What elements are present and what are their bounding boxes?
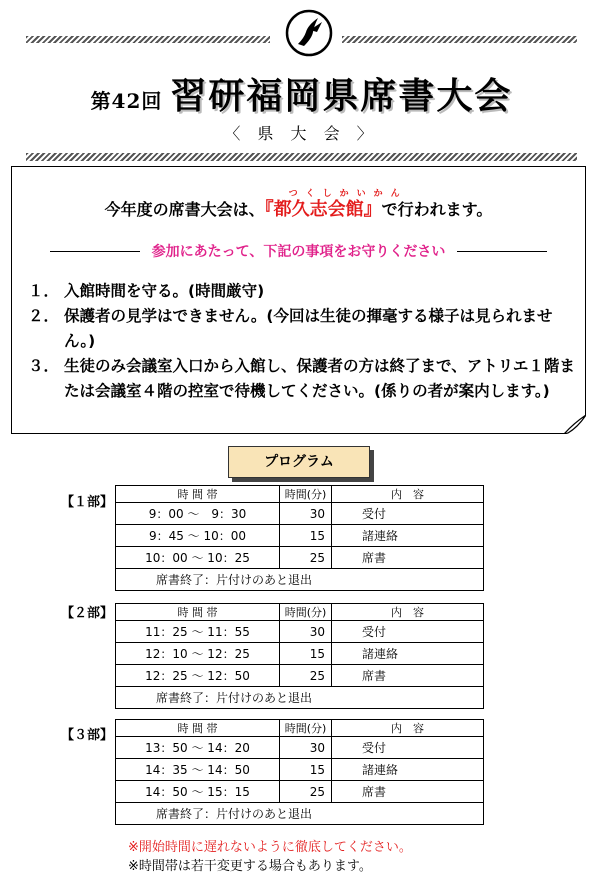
header-content: 内 容 [332, 486, 484, 503]
cell-content: 受付 [332, 621, 484, 643]
page-subtitle: 〈 県 大 会 〉 [224, 124, 379, 143]
table-row [116, 737, 484, 759]
notice-divider-right [457, 251, 547, 252]
cell-minutes: 15 [280, 643, 332, 665]
table-row-end [116, 569, 484, 591]
rule-text: 保護者の見学はできません。(今回は生徒の揮毫する様子は見られません。) [64, 307, 553, 350]
venue-after: で行われます。 [381, 200, 493, 219]
cell-minutes: 25 [280, 781, 332, 803]
footer-note: ※時間帯は若干変更する場合もあります。 [128, 859, 372, 874]
cell-content: 諸連絡 [332, 759, 484, 781]
header-time: 時 間 帯 [116, 486, 280, 503]
cell-minutes: 30 [280, 621, 332, 643]
table-row [116, 759, 484, 781]
cell-time: 12：10 ～ 12：25 [116, 643, 280, 665]
table-row [116, 525, 484, 547]
cell-minutes: 25 [280, 665, 332, 687]
cell-minutes: 15 [280, 759, 332, 781]
venue-name-wrap [264, 189, 408, 220]
cell-time: 11：25 ～ 11：55 [116, 621, 280, 643]
cell-time: 14：35 ～ 14：50 [116, 759, 280, 781]
venue-line [12, 189, 585, 221]
info-box [11, 166, 586, 434]
cell-end-note: 席書終了：片付けのあと退出 [116, 569, 484, 591]
table-header-row [116, 720, 484, 737]
rule-text: 入館時間を守る。(時間厳守) [64, 282, 265, 300]
program-heading: プログラム [228, 446, 370, 478]
schedule-table-part-3 [115, 719, 484, 825]
notice-text: 参加にあたって、下記の事項をお守りください [151, 244, 446, 260]
cell-minutes: 15 [280, 525, 332, 547]
header-minutes: 時間(分) [280, 720, 332, 737]
rule-text: 生徒のみ会議室入口から入館し、保護者の方は終了まで、アトリエ１階または会議室４階の控室で待機してください。(係りの者が案内します。) [64, 357, 575, 400]
part-2-label: 【２部】 [61, 606, 114, 621]
page-title [0, 68, 603, 119]
header-minutes: 時間(分) [280, 486, 332, 503]
title-prefix: 第42回 [90, 89, 163, 113]
cell-time: 13：50 ～ 14：20 [116, 737, 280, 759]
cell-content: 諸連絡 [332, 643, 484, 665]
cell-end-note: 席書終了：片付けのあと退出 [116, 687, 484, 709]
cell-end-note: 席書終了：片付けのあと退出 [116, 803, 484, 825]
venue-ruby: つくしかいかん [288, 189, 408, 199]
cell-content: 席書 [332, 547, 484, 569]
cell-content: 受付 [332, 503, 484, 525]
cell-time: 9：45 ～ 10：00 [116, 525, 280, 547]
page-curl-icon [564, 415, 586, 434]
header-content: 内 容 [332, 604, 484, 621]
table-row-end [116, 803, 484, 825]
schedule-table-part-1 [115, 485, 484, 591]
cell-content: 受付 [332, 737, 484, 759]
cell-minutes: 30 [280, 503, 332, 525]
part-3-label: 【３部】 [61, 728, 114, 743]
rule-item [28, 279, 576, 304]
table-row [116, 665, 484, 687]
cell-content: 席書 [332, 665, 484, 687]
rule-item [28, 304, 576, 354]
header-content: 内 容 [332, 720, 484, 737]
table-row [116, 503, 484, 525]
header-rule-top-right [342, 36, 577, 43]
table-row-end [116, 687, 484, 709]
cell-minutes: 25 [280, 547, 332, 569]
table-row [116, 643, 484, 665]
table-header-row [116, 604, 484, 621]
venue-before: 今年度の席書大会は、 [104, 200, 265, 219]
notice-line [50, 241, 547, 261]
venue-name: 『都久志会館』 [264, 199, 382, 220]
cell-time: 12：25 ～ 12：50 [116, 665, 280, 687]
header-minutes: 時間(分) [280, 604, 332, 621]
cell-time: 10：00 ～ 10：25 [116, 547, 280, 569]
rule-number: １． [28, 282, 60, 300]
part-1-label: 【１部】 [61, 495, 114, 510]
cell-content: 諸連絡 [332, 525, 484, 547]
rule-number: ３． [28, 357, 60, 375]
rules-list [28, 279, 576, 404]
table-row [116, 547, 484, 569]
cell-content: 席書 [332, 781, 484, 803]
title-main: 習研福岡県席書大会 [170, 75, 513, 117]
footer-warning: ※開始時間に遅れないように徹底してください。 [128, 840, 412, 855]
header-time: 時 間 帯 [116, 720, 280, 737]
brush-logo-icon [284, 8, 334, 58]
table-row [116, 781, 484, 803]
schedule-table-part-2 [115, 603, 484, 709]
rule-number: ２． [28, 307, 60, 325]
rule-item [28, 354, 576, 404]
header-time: 時 間 帯 [116, 604, 280, 621]
cell-time: 14：50 ～ 15：15 [116, 781, 280, 803]
table-header-row [116, 486, 484, 503]
cell-time: 9：00 ～ 9：30 [116, 503, 280, 525]
table-row [116, 621, 484, 643]
header-rule-top-left [26, 36, 270, 43]
header-rule-bottom [26, 153, 577, 161]
cell-minutes: 30 [280, 737, 332, 759]
notice-divider-left [50, 251, 140, 252]
